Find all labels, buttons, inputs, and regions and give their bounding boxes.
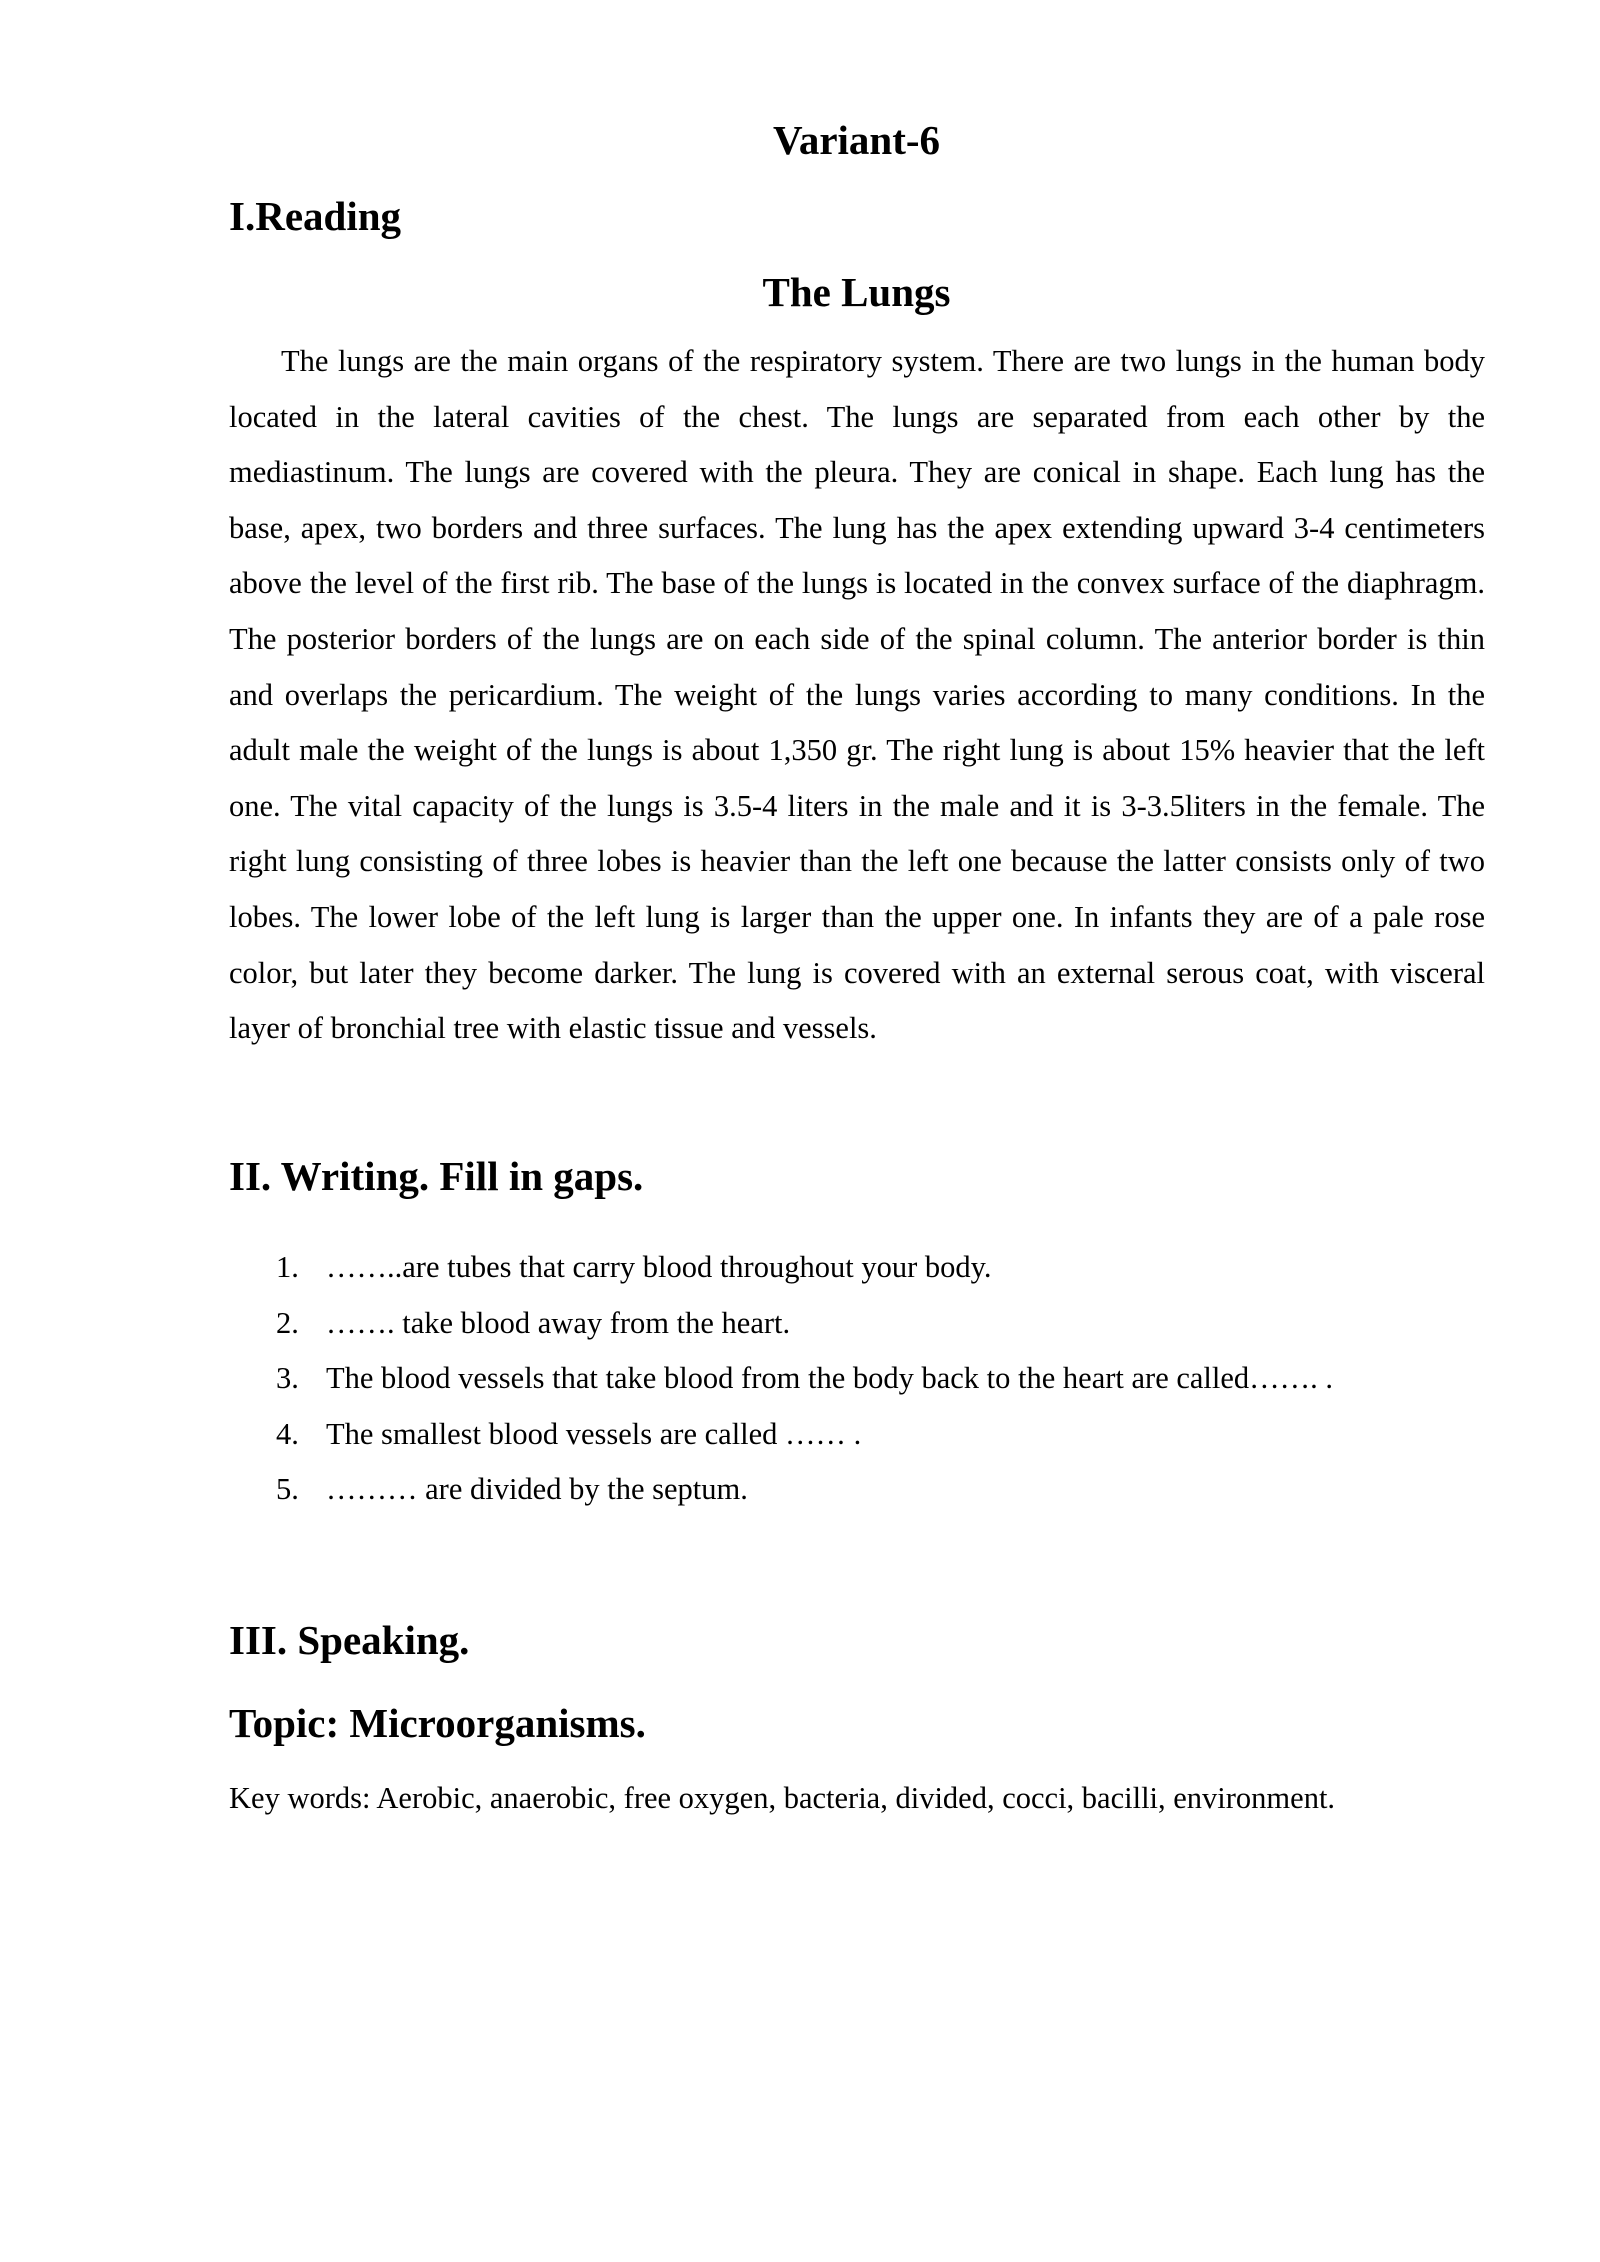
gap-item-number: 2.	[276, 1305, 299, 1340]
article-title: The Lungs	[762, 269, 951, 315]
gap-item-text: ……..are tubes that carry blood throughout your body.	[326, 1250, 992, 1284]
gap-item	[276, 1240, 1333, 1296]
speaking-heading: III. Speaking.	[229, 1617, 470, 1663]
gap-item-text: ……. take blood away from the heart.	[326, 1305, 791, 1340]
gap-item-number: 4.	[276, 1416, 299, 1451]
writing-heading: II. Writing. Fill in gaps.	[229, 1153, 644, 1199]
reading-passage: The lungs are the main organs of the respiratory system. There are two lungs in the human body located in the lateral cavities of the chest. The lungs are separated from each other by the mediastinum. The lungs are covered with the pleura. They are conical in shape. Each lung has the base, apex, two borders and three surfaces. The lung has the apex extending upward 3-4 centimeters above the level of the first rib. The base of the lungs is located in the convex surface of the diaphragm. The posterior borders of the lungs are on each side of the spinal column. The anterior border is thin and overlaps the pericardium. The weight of the lungs varies according to many conditions. In the adult male the weight of the lungs is about 1,350 gr. The right lung is about 15% heavier that the left one. The vital capacity of the lungs is 3.5-4 liters in the male and it is 3-3.5liters in the female. The right lung consisting of three lobes is heavier than the left one because the latter consists only of two lobes. The lower lobe of the left lung is larger than the upper one. In infants they are of a pale rose color, but later they become darker. The lung is covered with an external serous coat, with visceral layer of bronchial tree with elastic tissue and vessels.	[229, 344, 1485, 1046]
variant-title: Variant-6	[772, 117, 941, 163]
gap-item-number: 3.	[276, 1361, 299, 1396]
key-words: Key words: Aerobic, anaerobic, free oxygen, bacteria, divided, cocci, bacilli, environment.	[229, 1781, 1336, 1815]
reading-heading: I.Reading	[229, 193, 402, 239]
gap-item-text: ……… are divided by the septum.	[326, 1472, 748, 1507]
fill-in-gaps-list	[276, 1240, 1333, 1518]
gap-item	[276, 1296, 1333, 1352]
gap-item-text: The smallest blood vessels are called …… .	[326, 1416, 862, 1451]
topic-heading: Topic: Microorganisms.	[229, 1700, 646, 1746]
gap-item-text: The blood vessels that take blood from the body back to the heart are called……. .	[326, 1361, 1334, 1396]
gap-item	[276, 1407, 1333, 1463]
gap-item	[276, 1462, 1333, 1518]
gap-item	[276, 1351, 1333, 1407]
gap-item-number: 1.	[276, 1250, 299, 1284]
gap-item-number: 5.	[276, 1472, 299, 1507]
